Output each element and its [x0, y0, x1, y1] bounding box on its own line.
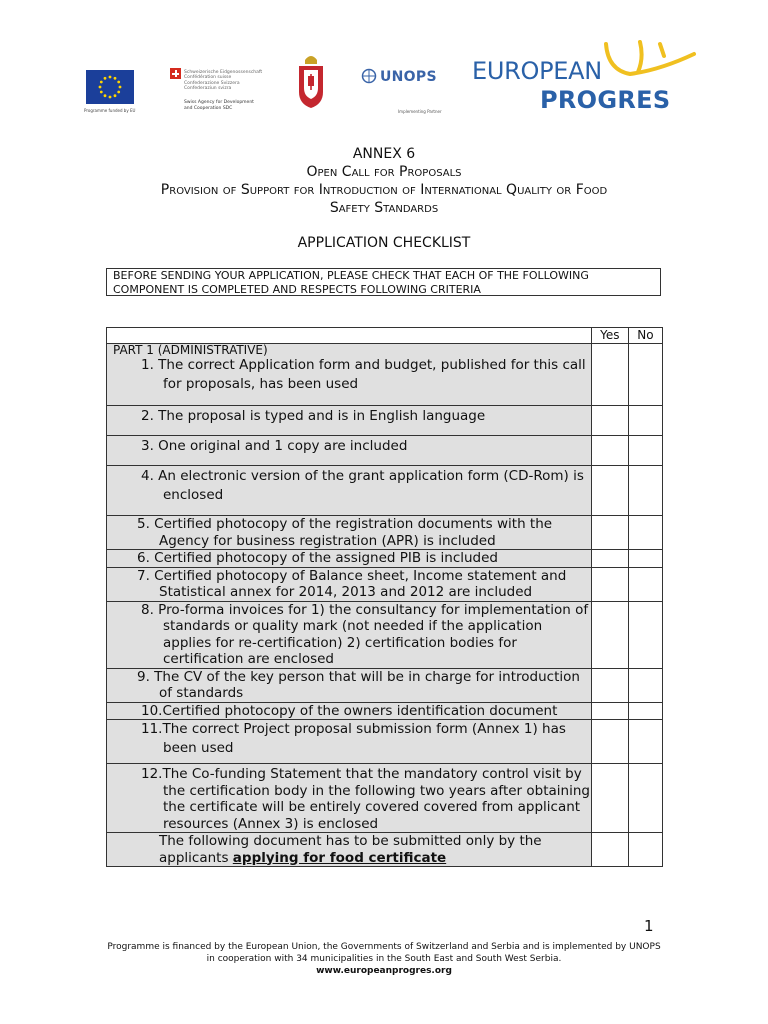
swiss-line: Schweizerische Eidgenossenschaft — [184, 70, 263, 75]
unops-logo-text: UNOPS — [380, 69, 437, 85]
footer-website-link[interactable]: www.europeanprogres.org — [316, 966, 452, 976]
logo-bar — [0, 0, 768, 135]
table-row — [107, 601, 663, 668]
checklist-table — [106, 327, 663, 867]
part-label: PART 1 (ADMINISTRATIVE) — [113, 343, 268, 357]
yes-checkbox-cell[interactable] — [591, 344, 628, 406]
european-progres-logo-line1: EUROPEAN — [472, 57, 602, 85]
food-note-prefix: The following document has to be submitted only by the applicants — [159, 833, 542, 866]
swiss-line: Confédération suisse — [184, 75, 232, 81]
no-checkbox-cell[interactable] — [628, 406, 662, 436]
table-row — [107, 516, 663, 550]
swiss-confederation-text — [184, 70, 262, 91]
no-checkbox-cell[interactable] — [628, 436, 662, 466]
yes-checkbox-cell[interactable] — [591, 720, 628, 764]
table-row — [107, 567, 663, 601]
item-text: 8. Pro-forma invoices for 1) the consultancy for implementation of standards or quality mark (not needed if the application applies for re-certification) 2) certification bodies for certification are enclosed — [141, 601, 589, 667]
food-note-emphasis: applying for food certificate — [232, 849, 447, 866]
table-row — [107, 668, 663, 702]
eu-stars-icon — [86, 70, 134, 104]
item-text: 6. Certified photocopy of the assigned PIB is included — [137, 550, 498, 566]
no-checkbox-cell[interactable] — [628, 516, 662, 550]
yes-checkbox-cell[interactable] — [591, 764, 628, 833]
table-row — [107, 702, 663, 720]
table-row — [107, 436, 663, 466]
checklist-item-1 — [107, 344, 592, 406]
table-row — [107, 720, 663, 764]
food-certificate-note — [107, 833, 592, 867]
checklist-item-2 — [107, 406, 592, 436]
item-text: 11.The correct Project proposal submission form (Annex 1) has been used — [141, 721, 566, 756]
header-blank-cell — [107, 328, 592, 344]
table-row — [107, 764, 663, 833]
eu-flag-logo — [86, 70, 134, 104]
checklist-item-4 — [107, 466, 592, 516]
european-progres-logo-line2: PROGRES — [540, 86, 671, 114]
instructions-box — [106, 268, 661, 296]
item-text: 9. The CV of the key person that will be in charge for introduction of standards — [137, 668, 580, 701]
unops-caption: Implementing Partner — [398, 109, 442, 114]
no-checkbox-cell[interactable] — [628, 550, 662, 568]
checklist-title: APPLICATION CHECKLIST — [297, 235, 471, 251]
column-header-no: No — [628, 328, 662, 344]
footer-line2: in cooperation with 34 municipalities in the South East and South West Serbia. — [206, 954, 562, 964]
item-text: 3. One original and 1 copy are included — [141, 438, 408, 454]
swiss-agency-text — [184, 100, 254, 111]
no-checkbox-cell[interactable] — [628, 601, 662, 668]
checklist-item-11 — [107, 720, 592, 764]
checklist-item-6 — [107, 550, 592, 568]
checklist-item-3 — [107, 436, 592, 466]
provision-title-line1: Provision of Support for Introduction of International Quality or Food — [160, 182, 608, 198]
no-checkbox-cell[interactable] — [628, 833, 662, 867]
food-note-text — [107, 833, 591, 866]
instructions-line2: COMPONENT IS COMPLETED AND RESPECTS FOLLOWING CRITERIA — [113, 283, 481, 296]
call-subtitle: Open Call for Proposals — [306, 164, 462, 180]
yes-checkbox-cell[interactable] — [591, 436, 628, 466]
item-text: 12.The Co-funding Statement that the mandatory control visit by the certification body in the following two years after obtaining the certificate will be entirely covered covered from applicant resources (Annex 3) is enclosed — [141, 766, 590, 832]
no-checkbox-cell[interactable] — [628, 720, 662, 764]
checklist-item-9 — [107, 668, 592, 702]
column-header-yes: Yes — [591, 328, 628, 344]
yes-checkbox-cell[interactable] — [591, 516, 628, 550]
no-checkbox-cell[interactable] — [628, 344, 662, 406]
item-text: 4. An electronic version of the grant application form (CD-Rom) is enclosed — [141, 468, 584, 503]
table-row — [107, 550, 663, 568]
table-header-row — [107, 328, 663, 344]
no-checkbox-cell[interactable] — [628, 702, 662, 720]
swiss-agency-line: Swiss Agency for Development — [184, 100, 254, 105]
progres-swoosh-icon — [600, 40, 698, 88]
checklist-item-5 — [107, 516, 592, 550]
yes-checkbox-cell[interactable] — [591, 550, 628, 568]
page-number: 1 — [644, 917, 654, 935]
item-text: 2. The proposal is typed and is in English language — [141, 408, 486, 424]
table-row — [107, 344, 663, 406]
checklist-item-12 — [107, 764, 592, 833]
checklist-item-10 — [107, 702, 592, 720]
table-row — [107, 406, 663, 436]
un-emblem-icon — [361, 68, 377, 84]
yes-checkbox-cell[interactable] — [591, 406, 628, 436]
table-row — [107, 833, 663, 867]
item-text: 7. Certified photocopy of Balance sheet, Income statement and Statistical annex for 2014, 2013 and 2012 are included — [137, 567, 567, 600]
table-row — [107, 466, 663, 516]
swiss-agency-line: and Cooperation SDC — [184, 105, 233, 111]
item-text: 5. Certified photocopy of the registration documents with the Agency for business registration (APR) is included — [137, 516, 553, 549]
no-checkbox-cell[interactable] — [628, 567, 662, 601]
provision-title-line2: Safety Standards — [329, 200, 439, 216]
item-text: 1. The correct Application form and budget, published for this call for proposals, has been used — [141, 357, 586, 392]
yes-checkbox-cell[interactable] — [591, 702, 628, 720]
yes-checkbox-cell[interactable] — [591, 601, 628, 668]
annex-number: ANNEX 6 — [352, 146, 416, 162]
swiss-line: Confederaziun svizra — [184, 85, 232, 91]
yes-checkbox-cell[interactable] — [591, 567, 628, 601]
checklist-item-7 — [107, 567, 592, 601]
instructions-line1: BEFORE SENDING YOUR APPLICATION, PLEASE CHECK THAT EACH OF THE FOLLOWING — [113, 269, 589, 282]
yes-checkbox-cell[interactable] — [591, 466, 628, 516]
swiss-line: Confederazione Svizzera — [184, 80, 240, 86]
eu-caption: Programme funded by EU — [84, 108, 136, 113]
no-checkbox-cell[interactable] — [628, 668, 662, 702]
no-checkbox-cell[interactable] — [628, 466, 662, 516]
serbia-coat-of-arms-icon — [296, 52, 326, 110]
checklist-item-8 — [107, 601, 592, 668]
item-text: 10.Certified photocopy of the owners identification document — [141, 702, 558, 719]
no-checkbox-cell[interactable] — [628, 764, 662, 833]
swiss-cross-icon — [170, 68, 181, 79]
yes-checkbox-cell[interactable] — [591, 668, 628, 702]
yes-checkbox-cell[interactable] — [591, 833, 628, 867]
footer-line1: Programme is financed by the European Union, the Governments of Switzerland and Serbia and is implemented by UNOPS — [107, 942, 661, 952]
